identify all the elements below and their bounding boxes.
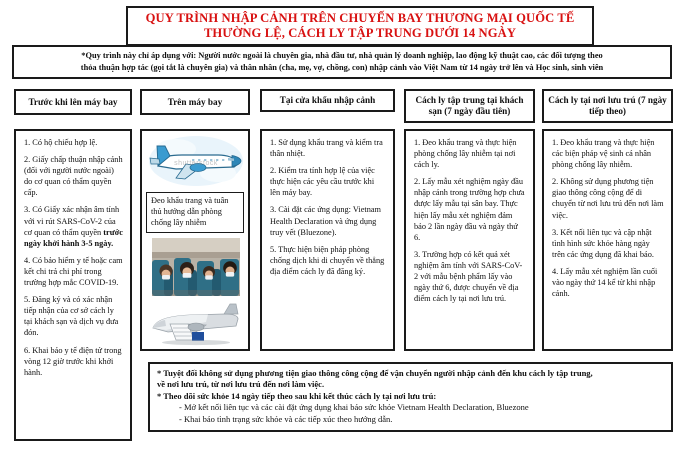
- list-item: 2. Giấy chấp thuận nhập cảnh (đối với người nước ngoài) do cơ quan có thẩm quyền cấp.: [24, 155, 123, 198]
- bottom-note-line-4: - Mở kết nối liên tục và các cài đặt ứng dụng khai báo sức khỏe Vietnam Health Declaration, Bluezone: [179, 402, 529, 413]
- column-body-hotel-quarantine: [404, 129, 535, 351]
- bottom-note-line-3: * Theo dõi sức khỏe 14 ngày tiếp theo sau khi kết thúc cách ly tại nơi lưu trú:: [157, 390, 437, 401]
- list-item-emphasis: trước ngày khởi hành 3-5 ngày.: [24, 227, 123, 248]
- column-header-before-flight: Trước khi lên máy bay: [14, 89, 132, 115]
- scope-note-line-2: thỏa thuận hợp tác (gọi tắt là chuyên gia) và thân nhân (cha, mẹ, vợ, chồng, con) nhập cảnh vào Việt Nam từ 14 ngày trở lên và Học sinh, sinh viên: [80, 62, 604, 72]
- scope-note-line-1: *Quy trình này chỉ áp dụng với: Người nước ngoài là chuyên gia, nhà đầu tư, nhà quản lý doanh nghiệp, lao động kỹ thuật cao, các đối tượng theo: [81, 51, 603, 60]
- cabin-passengers-photo: [152, 238, 240, 296]
- column-body-before-flight: [14, 129, 132, 441]
- list-item: 5. Thực hiện biện pháp phòng chống dịch khi di chuyển về thẳng địa điểm cách ly đã đăng ký.: [270, 244, 385, 276]
- page-title: [126, 6, 594, 46]
- column-body-at-border-gate: [260, 129, 395, 351]
- list-item: 2. Không sử dụng phương tiện giao thông công cộng để di chuyển từ nơi lưu trú đến nơi làm việc.: [552, 177, 664, 220]
- airplane-icon: [146, 133, 246, 189]
- column-header-on-flight: Trên máy bay: [140, 89, 250, 115]
- column-header-hotel-quarantine: Cách ly tập trung tại khách sạn (7 ngày đầu tiên): [404, 89, 535, 123]
- jet-aircraft-photo: [148, 302, 240, 346]
- list-item: 1. Đeo khẩu trang và thực hiện các biện pháp vệ sinh cá nhân phòng chống lây nhiễm.: [552, 138, 655, 170]
- list-item: 1. Đeo khẩu trang và thực hiện phòng chống lây nhiễm tại nơi cách ly.: [414, 138, 517, 170]
- bottom-note-line-2: về nơi lưu trú, từ nơi lưu trú đến nơi làm việc.: [157, 379, 325, 390]
- column-body-on-flight: [140, 129, 250, 351]
- column-body-residence-quarantine: [542, 129, 673, 351]
- list-item: 3. Cài đặt các ứng dụng: Vietnam Health Declaration và ứng dụng truy vết (Bluezone).: [270, 205, 381, 237]
- bottom-note-line-1: * Tuyệt đối không sử dụng phương tiện giao thông công cộng để vận chuyển người nhập cảnh đến khu cách ly tập trung,: [157, 368, 593, 378]
- list-item: [24, 204, 123, 248]
- list-item: 3. Trường hợp có kết quả xét nghiệm âm tính với SARS-CoV-2 với mẫu bệnh phẩm lấy vào ngày thứ 6, được chuyển về địa điểm cách ly tại nơi lưu trú.: [414, 249, 523, 304]
- list-item: 6. Khai báo y tế điện tử trong vòng 12 giờ trước khi khởi hành.: [24, 345, 122, 377]
- scope-note: [12, 45, 672, 79]
- list-item: 3. Kết nối liên tục và cập nhật tình hình sức khỏe hàng ngày trên các ứng dụng đã khai báo.: [552, 227, 654, 259]
- list-item: 5. Đăng ký và có xác nhận tiếp nhận của cơ sở cách ly tại khách sạn và dịch vụ đưa đón.: [24, 295, 119, 338]
- column-header-at-border-gate: Tại cửa khẩu nhập cảnh: [260, 89, 395, 112]
- list-item-text: 3. Có Giấy xác nhận âm tính với vi rút SARS-CoV-2 của cơ quan có thẩm quyền: [24, 205, 120, 237]
- on-flight-caption: Đeo khẩu trang và tuân thủ hướng dẫn phòng chống lây nhiễm: [146, 192, 244, 233]
- list-item: 1. Sử dụng khẩu trang và kiểm tra thân nhiệt.: [270, 138, 383, 159]
- column-header-residence-quarantine: Cách ly tại nơi lưu trú (7 ngày tiếp theo): [542, 89, 673, 123]
- bottom-note: [148, 362, 673, 432]
- list-item: 2. Lấy mẫu xét nghiệm ngày đầu nhập cảnh trong trường hợp chưa được lấy mẫu tại sân bay. Thực hiện lấy mẫu xét nghiệm đảm bảo 2 lần ngày đầu và ngày thứ 6.: [414, 177, 525, 242]
- list-item: 4. Có bảo hiểm y tế hoặc cam kết chi trả chi phí trong trường hợp mắc COVID-19.: [24, 255, 123, 288]
- list-item: 2. Kiểm tra tính hợp lệ của việc thực hiện các yêu cầu trước khi lên máy bay.: [270, 166, 375, 198]
- list-item: 4. Lấy mẫu xét nghiệm lần cuối vào ngày thứ 14 kể từ khi nhập cảnh.: [552, 266, 658, 299]
- svg-text:shutterstock: shutterstock: [174, 160, 218, 167]
- page-title-line-1: QUY TRÌNH NHẬP CẢNH TRÊN CHUYẾN BAY THƯƠNG MẠI QUỐC TẾ: [145, 11, 575, 25]
- list-item: 1. Có hộ chiếu hợp lệ.: [24, 138, 98, 147]
- page-title-line-2: THƯỜNG LỆ, CÁCH LY TẬP TRUNG DƯỚI 14 NGÀY: [203, 25, 517, 40]
- bottom-note-line-5: - Khai báo tình trạng sức khỏe và các tiếp xúc theo hướng dẫn.: [179, 413, 393, 424]
